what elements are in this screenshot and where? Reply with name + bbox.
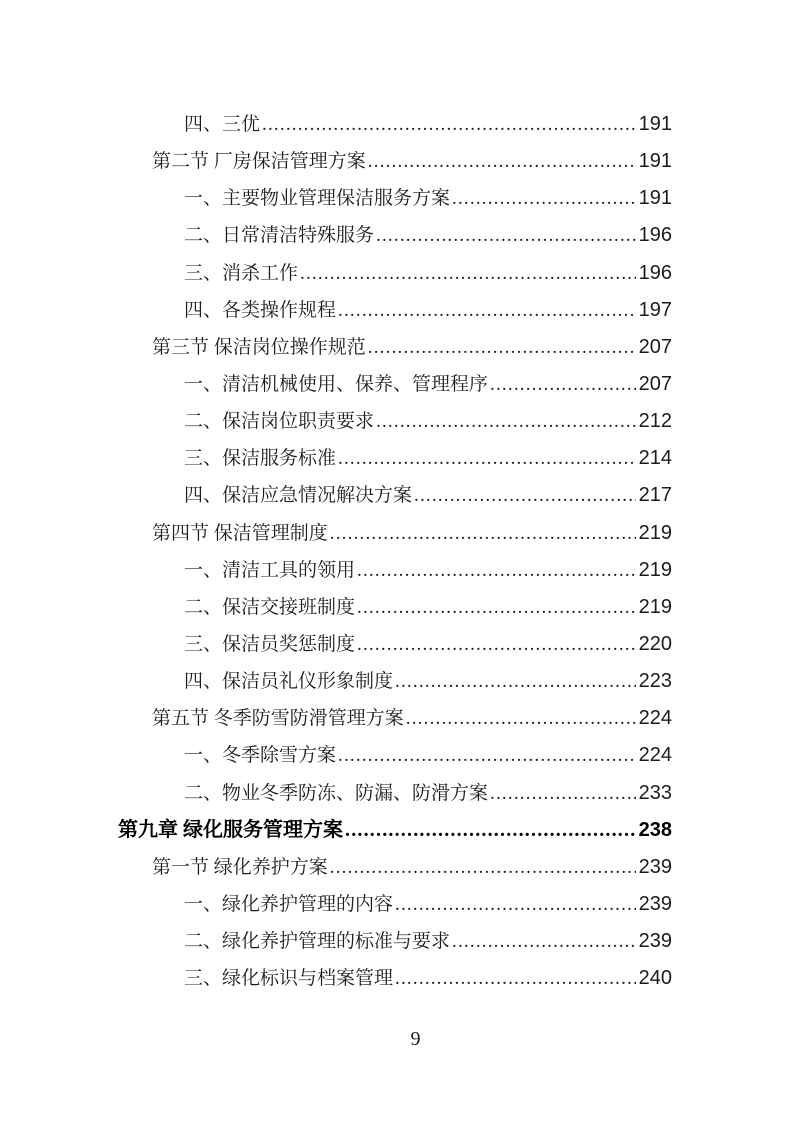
toc-dot-leader bbox=[357, 626, 636, 663]
toc-entry[interactable] bbox=[0, 106, 672, 143]
toc-entry-label: 二、绿化养护管理的标准与要求 bbox=[184, 931, 451, 953]
toc-entry[interactable] bbox=[0, 217, 672, 254]
toc-entry-label: 四、三优 bbox=[184, 114, 261, 135]
toc-entry[interactable] bbox=[0, 663, 672, 700]
toc-entry-page-number: 219 bbox=[638, 595, 672, 618]
toc-dot-leader bbox=[395, 960, 636, 997]
toc-dot-leader bbox=[338, 292, 636, 329]
toc-entry-page-number: 197 bbox=[638, 298, 672, 321]
toc-entry-page-number: 191 bbox=[638, 150, 672, 173]
toc-entry-page-number: 224 bbox=[638, 707, 672, 730]
toc-dot-leader bbox=[357, 552, 636, 589]
toc-entry-label: 二、日常清洁特殊服务 bbox=[184, 225, 375, 247]
toc-dot-leader bbox=[262, 106, 636, 143]
toc-entry-label: 二、保洁交接班制度 bbox=[184, 596, 356, 618]
toc-entry[interactable] bbox=[0, 403, 672, 440]
table-of-contents bbox=[0, 106, 672, 997]
toc-dot-leader bbox=[490, 366, 636, 403]
toc-dot-leader bbox=[368, 143, 636, 180]
toc-entry-label: 三、消杀工作 bbox=[184, 262, 299, 284]
toc-dot-leader bbox=[490, 775, 636, 812]
toc-entry-page-number: 214 bbox=[638, 447, 672, 470]
toc-entry-label: 第一节 绿化养护方案 bbox=[152, 856, 328, 878]
toc-entry-label: 二、物业冬季防冻、防漏、防滑方案 bbox=[184, 782, 489, 804]
toc-dot-leader bbox=[376, 403, 636, 440]
toc-entry[interactable] bbox=[0, 589, 672, 626]
toc-entry[interactable] bbox=[0, 700, 672, 737]
toc-entry-label: 一、冬季除雪方案 bbox=[184, 745, 337, 767]
toc-entry-page-number: 220 bbox=[638, 632, 672, 655]
page-footer bbox=[0, 1028, 793, 1051]
toc-entry-page-number: 191 bbox=[638, 113, 672, 135]
toc-entry-page-number: 239 bbox=[638, 855, 672, 878]
toc-dot-leader bbox=[406, 700, 636, 737]
toc-entry[interactable] bbox=[0, 366, 672, 403]
toc-entry-label: 四、保洁应急情况解决方案 bbox=[184, 485, 413, 507]
toc-entry-label: 三、绿化标识与档案管理 bbox=[184, 968, 394, 990]
toc-entry-label: 第二节 厂房保洁管理方案 bbox=[152, 151, 366, 173]
toc-dot-leader bbox=[452, 180, 636, 217]
toc-entry-label: 一、主要物业管理保洁服务方案 bbox=[184, 188, 451, 210]
toc-entry[interactable] bbox=[0, 626, 672, 663]
toc-entry-label: 三、保洁服务标准 bbox=[184, 448, 337, 470]
toc-dot-leader bbox=[330, 515, 636, 552]
toc-entry-label: 第三节 保洁岗位操作规范 bbox=[152, 336, 366, 358]
toc-entry-page-number: 224 bbox=[638, 744, 672, 767]
toc-dot-leader bbox=[395, 886, 636, 923]
toc-entry-page-number: 196 bbox=[638, 224, 672, 247]
toc-entry[interactable] bbox=[0, 143, 672, 180]
toc-entry-label: 一、绿化养护管理的内容 bbox=[184, 893, 394, 915]
toc-dot-leader bbox=[376, 217, 636, 254]
toc-entry-page-number: 239 bbox=[638, 892, 672, 915]
toc-dot-leader bbox=[338, 737, 636, 774]
toc-entry-label: 二、保洁岗位职责要求 bbox=[184, 411, 375, 433]
toc-dot-leader bbox=[414, 477, 636, 514]
toc-entry-label: 四、各类操作规程 bbox=[184, 299, 337, 321]
toc-entry-page-number: 219 bbox=[638, 521, 672, 544]
toc-entry[interactable] bbox=[0, 812, 672, 849]
toc-dot-leader bbox=[357, 589, 636, 626]
toc-entry[interactable] bbox=[0, 886, 672, 923]
toc-entry[interactable] bbox=[0, 960, 672, 997]
toc-entry-page-number: 217 bbox=[638, 484, 672, 507]
toc-entry-page-number: 240 bbox=[638, 967, 672, 990]
toc-entry-label: 一、清洁机械使用、保养、管理程序 bbox=[184, 373, 489, 395]
toc-entry[interactable] bbox=[0, 552, 672, 589]
toc-entry-page-number: 233 bbox=[638, 781, 672, 804]
toc-entry[interactable] bbox=[0, 329, 672, 366]
toc-entry[interactable] bbox=[0, 440, 672, 477]
toc-entry-page-number: 238 bbox=[638, 818, 672, 841]
toc-entry[interactable] bbox=[0, 477, 672, 514]
toc-dot-leader bbox=[345, 812, 636, 849]
toc-entry-page-number: 223 bbox=[638, 670, 672, 693]
toc-entry-label: 第五节 冬季防雪防滑管理方案 bbox=[152, 708, 404, 730]
toc-entry-page-number: 191 bbox=[638, 187, 672, 210]
toc-entry-label: 第九章 绿化服务管理方案 bbox=[118, 818, 343, 841]
toc-entry-label: 一、清洁工具的领用 bbox=[184, 559, 356, 581]
toc-entry[interactable] bbox=[0, 775, 672, 812]
toc-entry-page-number: 196 bbox=[638, 261, 672, 284]
toc-dot-leader bbox=[395, 663, 636, 700]
toc-dot-leader bbox=[300, 255, 636, 292]
toc-entry-page-number: 212 bbox=[638, 410, 672, 433]
page-number: 9 bbox=[410, 1028, 421, 1050]
toc-entry-page-number: 219 bbox=[638, 558, 672, 581]
toc-dot-leader bbox=[368, 329, 636, 366]
toc-dot-leader bbox=[330, 849, 636, 886]
toc-entry[interactable] bbox=[0, 515, 672, 552]
toc-dot-leader bbox=[338, 440, 636, 477]
toc-entry-label: 四、保洁员礼仪形象制度 bbox=[184, 671, 394, 693]
toc-entry[interactable] bbox=[0, 292, 672, 329]
toc-entry[interactable] bbox=[0, 180, 672, 217]
toc-entry-label: 第四节 保洁管理制度 bbox=[152, 522, 328, 544]
toc-entry[interactable] bbox=[0, 737, 672, 774]
toc-entry-page-number: 207 bbox=[638, 335, 672, 358]
toc-entry[interactable] bbox=[0, 923, 672, 960]
toc-dot-leader bbox=[452, 923, 636, 960]
toc-entry[interactable] bbox=[0, 849, 672, 886]
toc-entry[interactable] bbox=[0, 255, 672, 292]
toc-entry-page-number: 207 bbox=[638, 372, 672, 395]
toc-entry-page-number: 239 bbox=[638, 930, 672, 953]
toc-entry-label: 三、保洁员奖惩制度 bbox=[184, 633, 356, 655]
